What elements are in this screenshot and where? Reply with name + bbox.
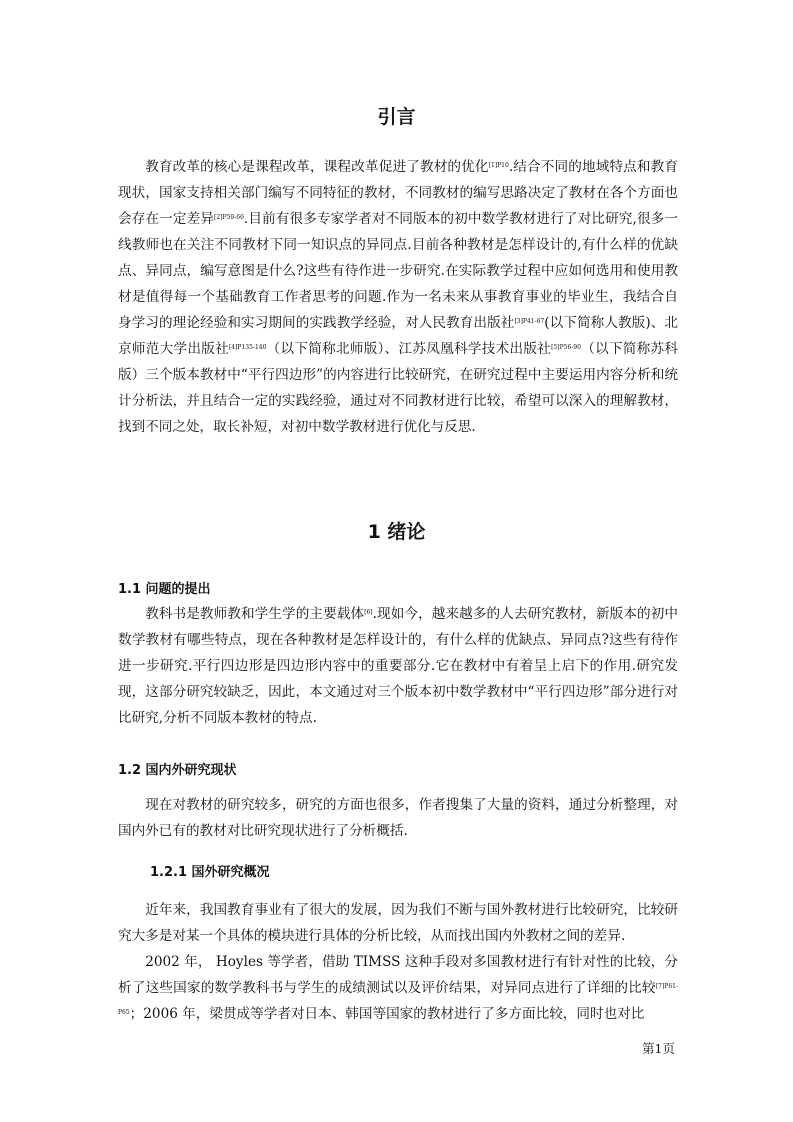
citation-1: [1]P10 bbox=[488, 162, 509, 169]
section-1-1-block bbox=[118, 601, 678, 731]
section-1-2-paragraph: 现在对教材的研究较多，研究的方面也很多，作者搜集了大量的资料，通过分析整理，对国内外已有的教材对比研究现状进行了分析概括. bbox=[118, 797, 678, 839]
intro-text-4: (以下简称人教版)、北京师范大学出版社 bbox=[118, 315, 678, 357]
intro-title: 引言 bbox=[377, 106, 416, 128]
section-1-2-heading: 1.2 国内外研究现状 bbox=[118, 763, 237, 778]
intro-text-6: （以下简称苏科版）三个版本教材中“平行四边形”的内容进行比较研究，在研究过程中主要运用内容分析和统计分析法，并且结合一定的实践经验，通过对不同教材进行比较，希望可以深入的理解教材，找到不同之处，取长补短，对初中数学教材进行优化与反思. bbox=[118, 341, 679, 435]
section-1-2-1-paragraph-1: 近年来，我国教育事业有了很大的发展，因为我们不断与国外教材进行比较研究，比较研究大多是对某一个具体的模块进行具体的分析比较，从而找出国内外教材之间的差异. bbox=[118, 902, 678, 944]
citation-4: [4]P135-140 bbox=[228, 344, 267, 351]
section-1-1-heading: 1.1 问题的提出 bbox=[118, 582, 211, 597]
section-1-2-1-text-1: 2002 年， Hoyles 等学者，借助 TIMSS 这种手段对多国教材进行有针对性的比较，分析了这些国家的数学教科书与学生的成绩测试以及评价结果，对异同点进行了详细的比较 bbox=[118, 954, 678, 996]
section-1-2-1-block bbox=[118, 897, 678, 1027]
citation-5: [5]P56-90 bbox=[551, 344, 581, 351]
section-1-2-1-paragraph-2 bbox=[118, 949, 678, 1027]
section-1-2-1-heading: 1.2.1 国外研究概况 bbox=[150, 865, 270, 880]
section-1-1-text-1: 教科书是教师教和学生学的主要载体 bbox=[145, 606, 365, 622]
chapter-title: 1 绪论 bbox=[367, 521, 426, 543]
section-1-1-paragraph bbox=[118, 601, 678, 731]
intro-text-1: 教育改革的核心是课程改革，课程改革促进了教材的优化 bbox=[145, 159, 489, 175]
intro-text-3: .目前有很多专家学者对不同版本的初中数学教材进行了对比研究,很多一线教师也在关注不同教材下同一知识点的异同点.目前各种教材是怎样设计的,有什么样的优缺点、异同点，编写意图是什么?这些有待作进一步研究.在实际教学过程中应如何选用和使用教材是值得每一个基础教育工作者思考的问题.作为一名未来从事教育事业的毕业生，我结合自身学习的理论经验和实习期间的实践教学经验，对人民教育出版社 bbox=[118, 211, 679, 331]
page-number: 第1页 bbox=[642, 1041, 675, 1056]
citation-6: [6] bbox=[364, 609, 373, 616]
section-1-2-1-text-2: ；2006 年，梁贯成等学者对日本、韩国等国家的教材进行了多方面比较，同时也对比 bbox=[129, 1006, 645, 1022]
citation-3: [3]P41-67 bbox=[514, 318, 545, 325]
intro-paragraph bbox=[118, 154, 678, 440]
intro-text-2: .结合不同的地域特点和教育现状，国家支持相关部门编写不同特征的教材，不同教材的编写思路决定了教材在各个方面也会存在一定差异 bbox=[118, 159, 678, 227]
intro-text-5: （以下简称北师版）、江苏凤凰科学技术出版社 bbox=[266, 341, 552, 357]
section-1-2-block bbox=[118, 792, 678, 844]
citation-2: [2]P59-66 bbox=[214, 214, 244, 221]
intro-paragraph-block bbox=[118, 154, 678, 440]
section-1-1-text-2: .现如今，越来越多的人去研究教材，新版本的初中数学教材有哪些特点，现在各种教材是怎样设计的，有什么样的优缺点、异同点?这些有待作进一步研究.平行四边形是四边形内容中的重要部分.它在教材中有着呈上启下的作用.研究发现，这部分研究较缺乏，因此，本文通过对三个版本初中数学教材中“平行四边形”部分进行对比研究,分析不同版本教材的特点. bbox=[118, 606, 679, 726]
citation-7: [7]P61-P65 bbox=[118, 983, 678, 1016]
